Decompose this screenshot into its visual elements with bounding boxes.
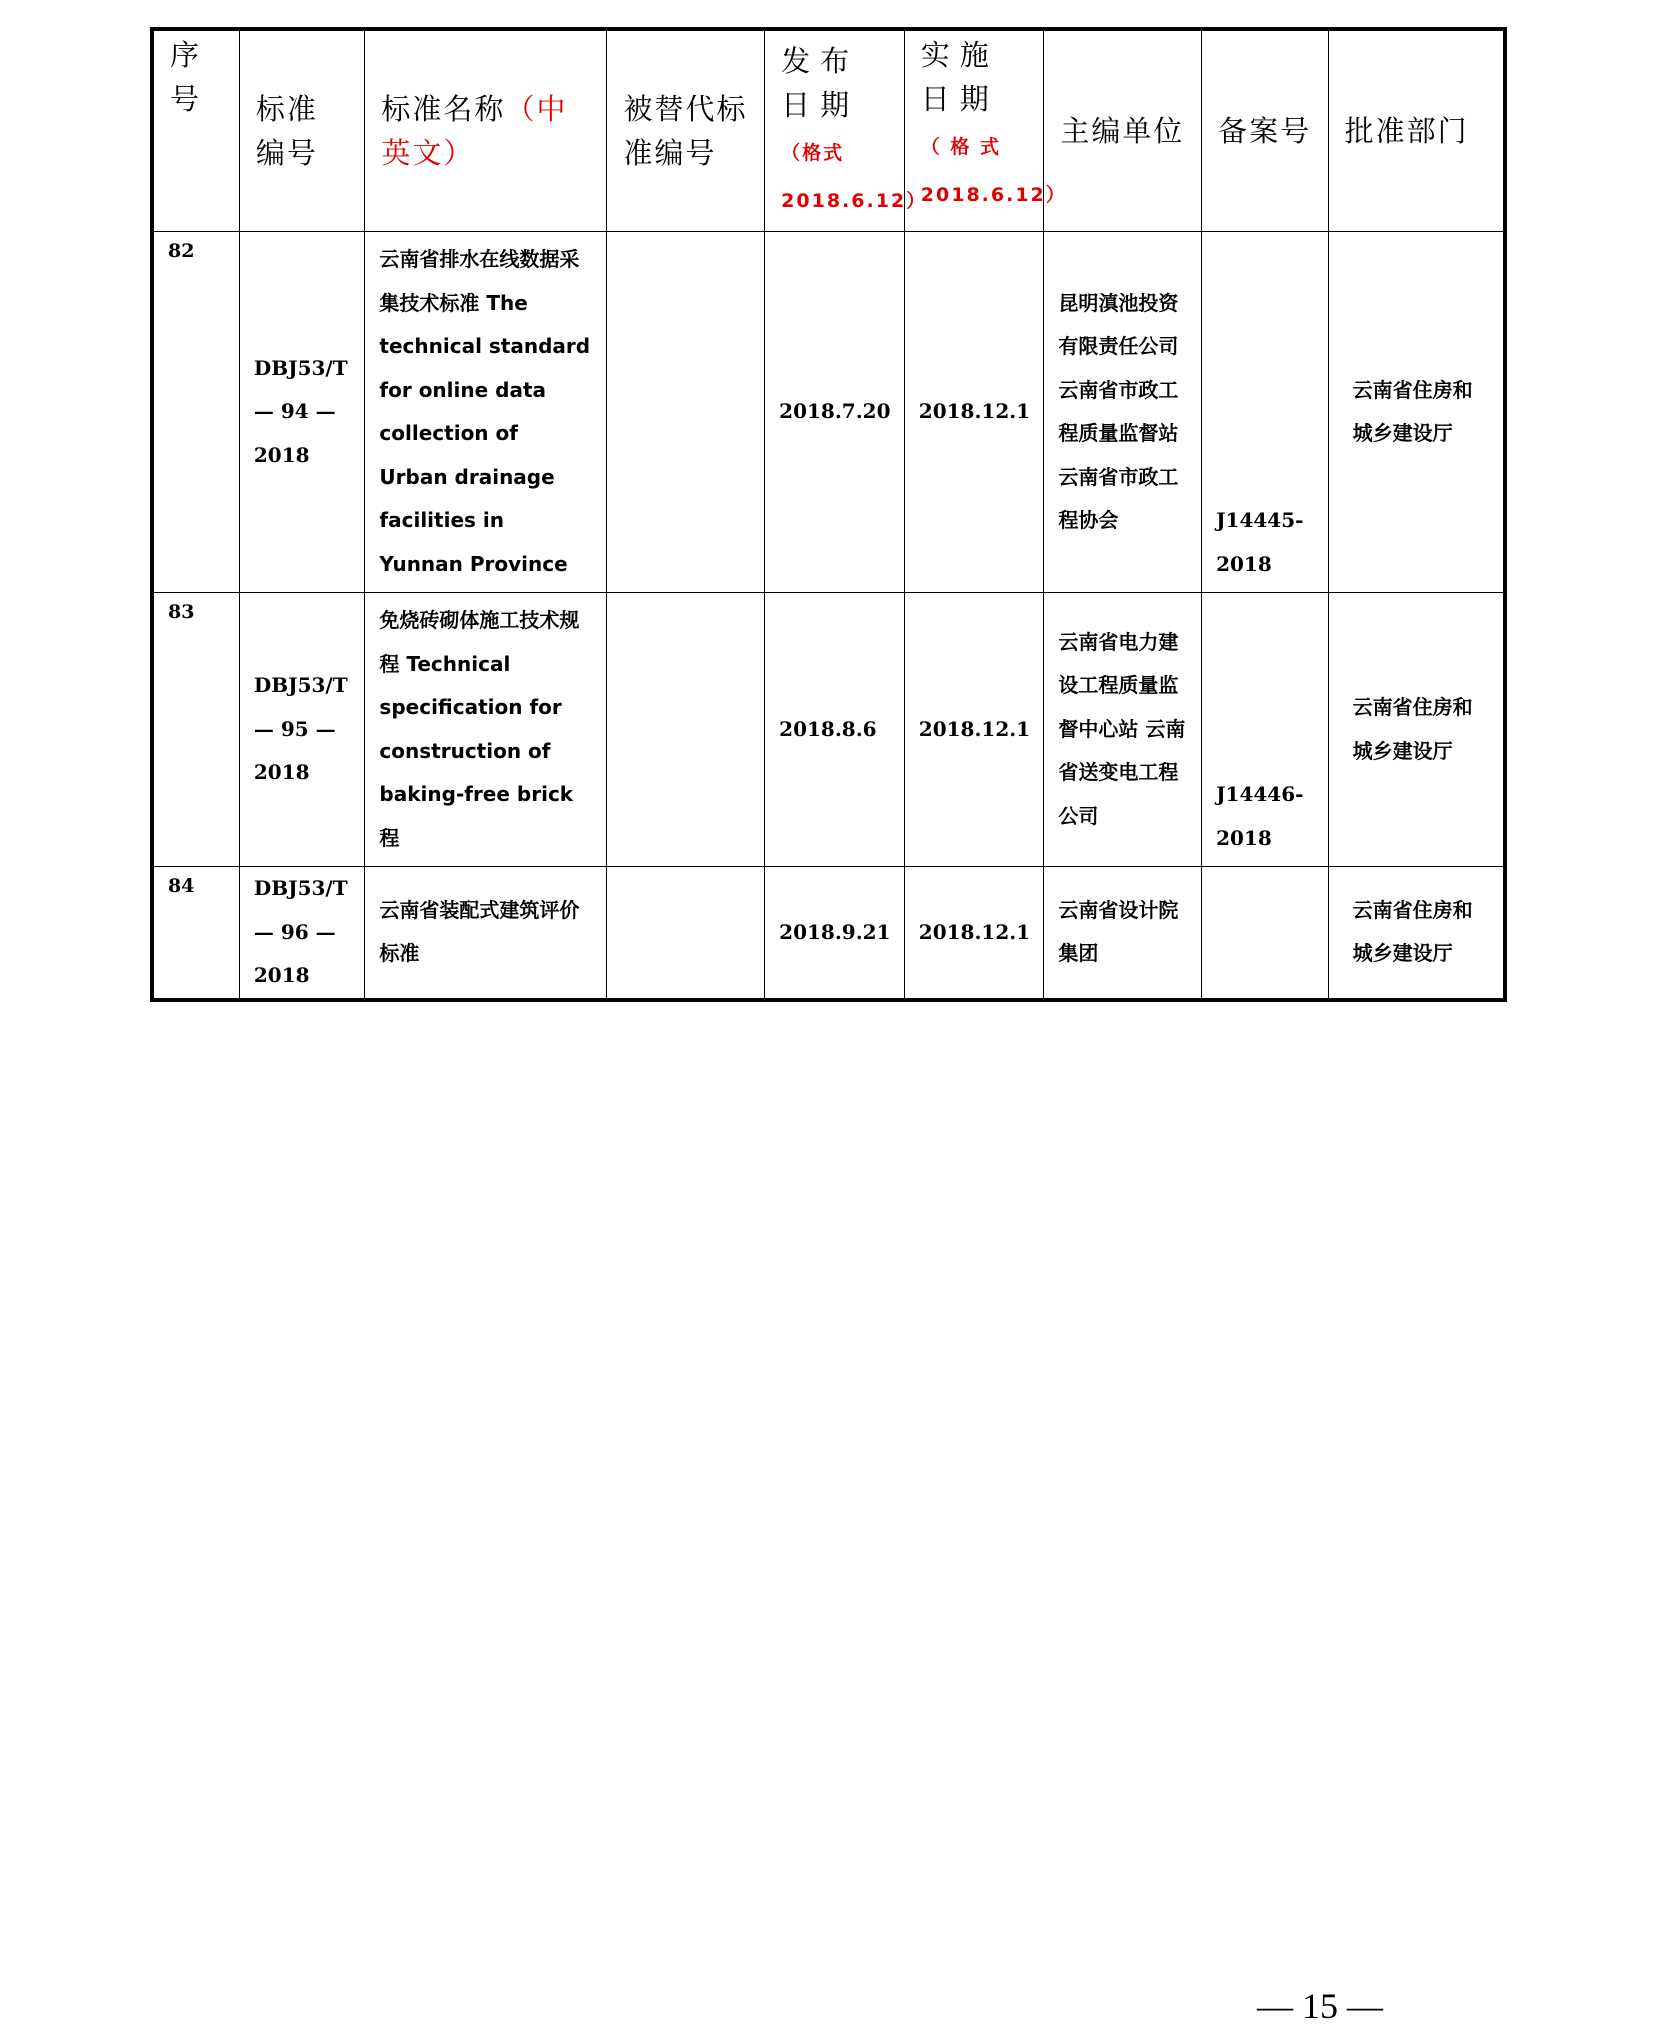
header-editor: 主编单位 xyxy=(1044,29,1202,232)
row-publish-date: 2018.9.21 xyxy=(765,867,905,1000)
row-impl-date: 2018.12.1 xyxy=(904,867,1044,1000)
table-row xyxy=(152,867,1505,1000)
row-impl-date: 2018.12.1 xyxy=(904,232,1044,593)
row-editor: 昆明滇池投资有限责任公司 云南省市政工程质量监督站 云南省市政工程协会 xyxy=(1044,232,1202,593)
standards-table xyxy=(150,27,1507,1002)
row-replaced xyxy=(607,593,765,867)
table-row xyxy=(152,593,1505,867)
row-approver: 云南省住房和城乡建设厅 xyxy=(1328,232,1505,593)
header-code: 标准编号 xyxy=(239,29,365,232)
row-record: J14446-2018 xyxy=(1202,593,1329,867)
row-seq: 83 xyxy=(152,593,239,867)
header-approver: 批准部门 xyxy=(1328,29,1505,232)
row-code: DBJ53/T — 95 — 2018 xyxy=(239,593,365,867)
row-record xyxy=(1202,867,1329,1000)
impl-format-example: 2018.6.12） xyxy=(920,184,1067,206)
row-record: J14445-2018 xyxy=(1202,232,1329,593)
row-editor: 云南省电力建设工程质量监督中心站 云南省送变电工程公司 xyxy=(1044,593,1202,867)
row-name: 免烧砖砌体施工技术规程 Technical specification for construction of baking-free brick 程 xyxy=(365,593,607,867)
row-approver: 云南省住房和城乡建设厅 xyxy=(1328,593,1505,867)
header-row xyxy=(152,29,1505,232)
table-row xyxy=(152,232,1505,593)
header-record: 备案号 xyxy=(1202,29,1329,232)
row-publish-date: 2018.7.20 xyxy=(765,232,905,593)
publish-format-word: （格式 xyxy=(781,142,845,164)
row-name: 云南省装配式建筑评价标准 xyxy=(365,867,607,1000)
row-approver: 云南省住房和城乡建设厅 xyxy=(1328,867,1505,1000)
row-code: DBJ53/T — 96 — 2018 xyxy=(239,867,365,1000)
row-editor: 云南省设计院集团 xyxy=(1044,867,1202,1000)
row-seq: 84 xyxy=(152,867,239,1000)
header-seq: 序号 xyxy=(152,29,239,232)
row-code: DBJ53/T — 94 — 2018 xyxy=(239,232,365,593)
page-number: — 15 — xyxy=(1257,1986,1383,2026)
row-name: 云南省排水在线数据采集技术标准 The technical standard for online data collection of Urban drainage facilities in Yunnan Province xyxy=(365,232,607,593)
publish-format-example: 2018.6.12） xyxy=(781,190,928,212)
row-impl-date: 2018.12.1 xyxy=(904,593,1044,867)
row-publish-date: 2018.8.6 xyxy=(765,593,905,867)
header-name-bilingual-note: （中英文） xyxy=(381,92,568,170)
row-seq: 82 xyxy=(152,232,239,593)
row-replaced xyxy=(607,232,765,593)
header-replaced: 被替代标准编号 xyxy=(607,29,765,232)
header-name: 标准名称（中英文） xyxy=(365,29,607,232)
header-publish-date: 发布日期（格式 2018.6.12） xyxy=(765,29,905,232)
header-impl-date: 实施日期 （ 格 式 2018.6.12） xyxy=(904,29,1044,232)
row-replaced xyxy=(607,867,765,1000)
impl-format-word: （ 格 式 xyxy=(920,136,1002,158)
